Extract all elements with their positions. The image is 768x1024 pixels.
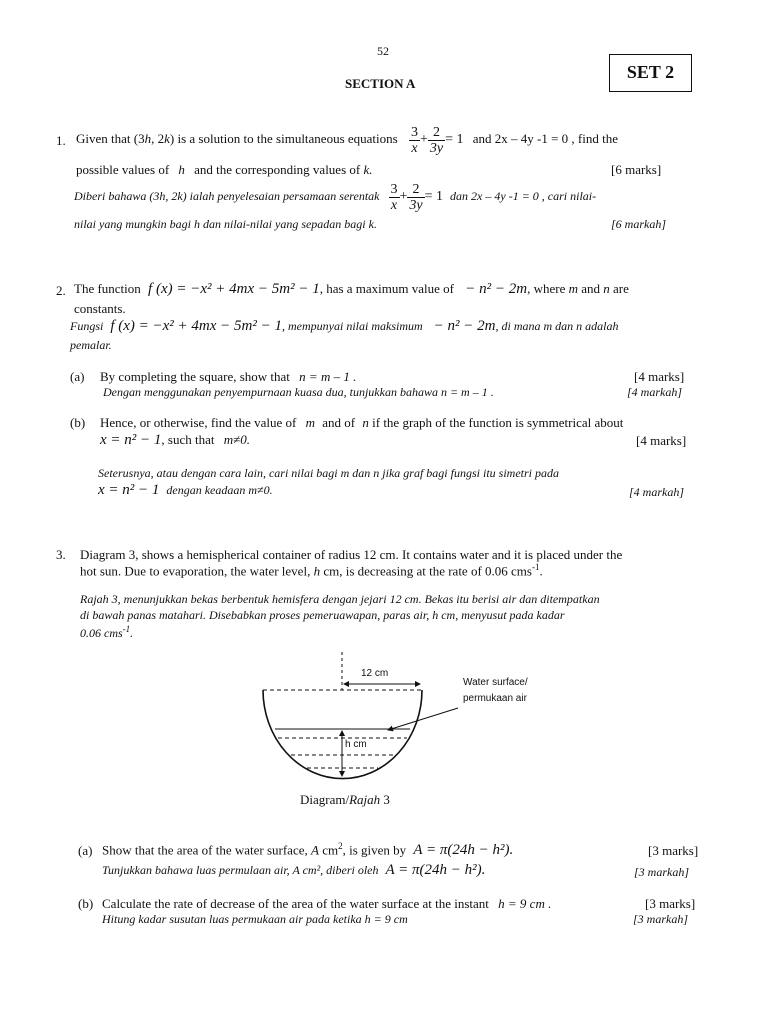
q1-marks: [6 marks] [611, 162, 662, 177]
section-title: SECTION A [345, 76, 416, 91]
q1-ms-fraction-3-over-x: $\frac{3}{x}$ [390, 181, 398, 213]
q3-malay-line1: Rajah 3, menunjukkan bekas berbentuk hemisfera dengan jejari 12 cm. Bekas itu berisi air dan ditempatkan [80, 592, 600, 606]
q2-english-line1: The function f (x) = −x² + 4mx − 5m² − 1, has a maximum value of − n² − 2m, where m and n are [74, 281, 629, 297]
q3a-english: Show that the area of the water surface, A $cm^2$, is given by A = π(24h − h²). [102, 841, 514, 859]
q3b-english: Calculate the rate of decrease of the area of the water surface at the instant h = 9 cm . [102, 896, 552, 911]
diagram-caption: Diagram/Rajah 3 [300, 792, 390, 807]
set-label-box: SET 2 [609, 54, 692, 92]
q3b-label: (b) [78, 896, 94, 911]
q2b-label: (b) [70, 415, 86, 430]
q3-english-line2: hot sun. Due to evaporation, the water level, h cm, is decreasing at the rate of 0.06 cms$^{-1}$. [80, 562, 543, 579]
q2-english-line2: constants. [74, 301, 126, 316]
q1-malay-line2: nilai yang mungkin bagi h dan nilai-nilai yang sepadan bagi k. [74, 217, 377, 231]
q2b-malay-line1: Seterusnya, atau dengan cara lain, cari nilai bagi m dan n jika graf bagi fungsi itu simetri pada [98, 466, 559, 480]
q2a-malay: Dengan menggunakan penyempurnaan kuasa dua, tunjukkan bahawa n = m – 1 . [103, 385, 494, 399]
q2a-label: (a) [70, 369, 85, 384]
q2b-marks: [4 marks] [636, 433, 687, 448]
q1-ms-fraction-2-over-3y: $\frac{2}{3y}$ [409, 181, 423, 213]
q3-malay-line3: 0.06 cms$^{-1}$. [80, 624, 134, 640]
diagram-radius-label: 12 cm [361, 668, 389, 679]
diagram-surface-pointer [388, 708, 458, 730]
q3b-malay: Hitung kadar susutan luas permukaan air pada ketika h = 9 cm [102, 912, 408, 926]
diagram-h-label: h cm [345, 739, 367, 750]
diagram-surface-label-1: Water surface/ [463, 677, 528, 688]
q1-english-line2: possible values of h and the corresponding values of k. [76, 162, 373, 177]
q3-number: 3. [56, 547, 66, 562]
q1-english-line1: Given that (3h, 2k) is a solution to the simultaneous equations $\frac{3}{x}$ + $\frac{2}{3y}$ = 1 and 2x – 4y -1 = 0 , find the [76, 124, 619, 156]
q2a-malay-marks: [4 markah] [627, 385, 683, 399]
q2a-marks: [4 marks] [634, 369, 685, 384]
q3a-label: (a) [78, 843, 93, 858]
q3-english-line1: Diagram 3, shows a hemispherical container of radius 12 cm. It contains water and it is placed under the [80, 547, 623, 562]
q3b-marks: [3 marks] [645, 896, 696, 911]
q2b-malay-line2: x = n² − 1 dengan keadaan m≠0. [98, 482, 273, 498]
q2b-english-line1: Hence, or otherwise, find the value of m and of n if the graph of the function is symmetrical about [100, 415, 624, 430]
diagram-3-hemisphere [255, 650, 555, 790]
q2b-malay-marks: [4 markah] [629, 485, 685, 499]
page-number: 52 [377, 44, 389, 58]
q3b-malay-marks: [3 markah] [633, 912, 689, 926]
q3-malay-line2: di bawah panas matahari. Disebabkan proses pemeruawapan, paras air, h cm, menyusut pada kadar [80, 608, 565, 622]
q2-malay-line2: pemalar. [70, 338, 112, 352]
q3a-malay: Tunjukkan bahawa luas permulaan air, A cm², diberi oleh A = π(24h − h²). [102, 862, 486, 878]
q3a-marks: [3 marks] [648, 843, 699, 858]
q1-malay-marks: [6 markah] [611, 217, 667, 231]
q3a-malay-marks: [3 markah] [634, 865, 690, 879]
q1-fraction-3-over-x: $\frac{3}{x}$ [410, 124, 418, 156]
diagram-surface-label-2: permukaan air [463, 693, 527, 704]
q2b-english-line2: x = n² − 1, such that m≠0. [100, 432, 251, 448]
q1-number: 1. [56, 133, 66, 148]
q1-malay-line1: Diberi bahawa (3h, 2k) ialah penyelesaian persamaan serentak $\frac{3}{x}$ + $\frac{2}{3y}$ = 1 dan 2x – 4y -1 = 0 , cari nilai- [74, 181, 597, 213]
q2-malay-line1: Fungsi f (x) = −x² + 4mx − 5m² − 1, mempunyai nilai maksimum − n² − 2m, di mana m dan n adalah [70, 318, 619, 334]
q2-number: 2. [56, 283, 66, 298]
q1-fraction-2-over-3y: $\frac{2}{3y}$ [429, 124, 444, 156]
q2a-english: By completing the square, show that n = m – 1 . [100, 369, 357, 384]
